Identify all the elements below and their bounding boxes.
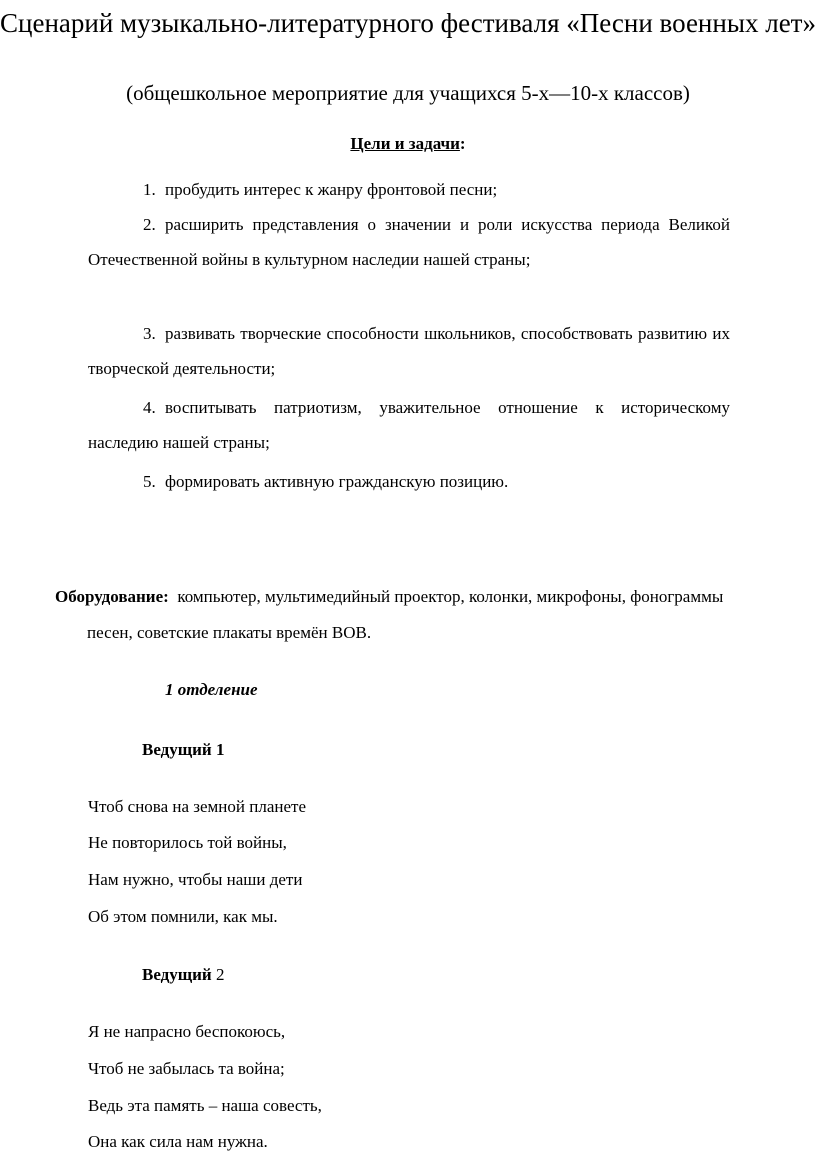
goal-item: [88, 464, 730, 499]
goal-item: [88, 207, 730, 277]
goal-text: развивать творческие способности школьников, способствовать развитию их творческой деятельности;: [88, 324, 730, 378]
goal-number: 5.: [143, 472, 156, 491]
verse-line: Нам нужно, чтобы наши дети: [88, 870, 303, 889]
verse-line: Она как сила нам нужна.: [88, 1132, 268, 1151]
goals-heading: [0, 132, 816, 156]
goal-number: 2.: [143, 215, 156, 234]
goal-item: [88, 390, 730, 460]
speaker-number: 2: [215, 965, 225, 984]
speaker-heading: [142, 963, 224, 987]
verse-line: Об этом помнили, как мы.: [88, 907, 278, 926]
verse-line: Не повторилось той войны,: [88, 833, 287, 852]
goal-text: формировать активную гражданскую позицию.: [165, 472, 509, 491]
document-title: Сценарий музыкально-литературного фестиваля «Песни военных лет»: [0, 8, 816, 38]
goals-heading-colon: :: [459, 134, 466, 153]
goal-text: расширить представления о значении и роли искусства периода Великой Отечественной войны в культурном наследии нашей страны;: [88, 215, 730, 269]
speaker-heading: [142, 738, 224, 762]
goal-item: [88, 316, 730, 386]
goals-heading-text: Цели и задачи: [350, 134, 460, 153]
section-title: 1 отделение: [165, 680, 258, 699]
goal-text: пробудить интерес к жанру фронтовой песни;: [165, 180, 498, 199]
document-subtitle: (общешкольное мероприятие для учащихся 5-х—10-х классов): [126, 81, 690, 105]
verse-line: Я не напрасно беспокоюсь,: [88, 1022, 286, 1041]
goal-number: 4.: [143, 398, 156, 417]
goal-number: 1.: [143, 180, 156, 199]
verse-line: Чтоб не забылась та война;: [88, 1059, 285, 1078]
verse-line: Ведь эта память – наша совесть,: [88, 1096, 322, 1115]
speaker-name: Ведущий 1: [142, 740, 225, 759]
equipment-paragraph: [55, 579, 727, 651]
speaker-name: Ведущий: [142, 965, 212, 984]
goal-number: 3.: [143, 324, 156, 343]
goal-item: [88, 172, 730, 207]
verse-line: Чтоб снова на земной планете: [88, 797, 306, 816]
equipment-text: компьютер, мультимедийный проектор, колонки, микрофоны, фонограммы песен, советские плакаты времён ВОВ.: [87, 587, 724, 642]
equipment-label: Оборудование:: [55, 587, 169, 606]
goal-text: воспитывать патриотизм, уважительное отношение к историческому наследию нашей страны;: [88, 398, 730, 452]
